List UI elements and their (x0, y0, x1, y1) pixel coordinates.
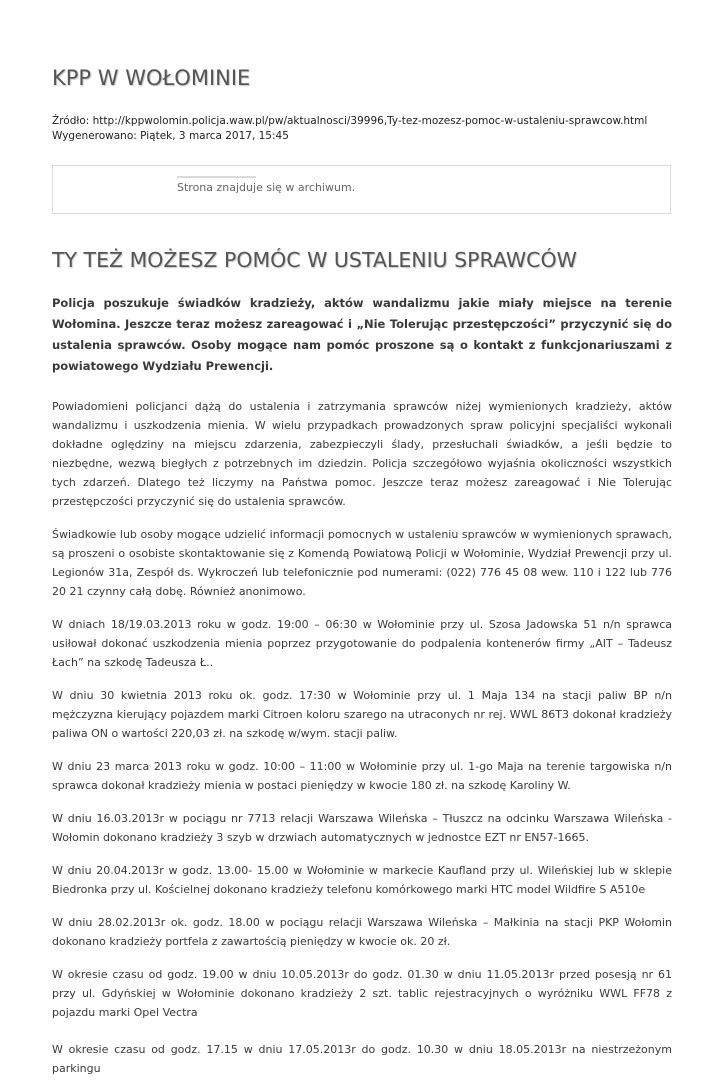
document-meta (52, 114, 692, 144)
paragraph: W okresie czasu od godz. 19.00 w dniu 10.05.2013r do godz. 01.30 w dniu 11.05.2013r przed posesją nr 61 przy ul. Gdyńskiej w Wołominie dokonano kradzieży 2 szt. tablic rejestracyjnych o wyróżniku WWL FF78 z pojazdu marki Opel Vectra (52, 968, 672, 1019)
site-title: KPP W WOŁOMINIE (52, 66, 251, 90)
paragraph: Świadkowie lub osoby mogące udzielić informacji pomocnych w ustaleniu sprawców w wymienionych sprawach, są proszeni o osobiste skontaktowanie się z Komendą Powiatową Policji w Wołominie, Wydział Prewencji przy ul. Legionów 31a, Zespół ds. Wykroczeń lub telefonicznie pod numerami: (022) 776 45 08 wew. 110 i 122 lub 776 20 21 czynny całą dobę. Również anonimowo. (52, 528, 672, 598)
article-body (52, 293, 672, 1092)
archive-message: Strona znajduje się w archiwum. (177, 181, 356, 194)
paragraph: W dniu 20.04.2013r w godz. 13.00- 15.00 w Wołominie w markecie Kaufland przy ul. Wileńskiej lub w sklepie Biedronka przy ul. Kościelnej dokonano kradzieży telefonu komórkowego marki HTC model Wildfire S A510e (52, 864, 672, 896)
paragraph: W dniu 28.02.2013r ok. godz. 18.00 w pociągu relacji Warszawa Wileńska – Małkinia na stacji PKP Wołomin dokonano kradzieży portfela z zawartością pieniędzy w kwocie ok. 20 zł. (52, 916, 672, 948)
paragraph: W okresie czasu od godz. 17.15 w dniu 17.05.2013r do godz. 10.30 w dniu 18.05.2013r na niestrzeżonym parkingu (52, 1043, 672, 1075)
generated-line: Wygenerowano: Piątek, 3 marca 2017, 15:45 (52, 130, 289, 142)
archive-notice (52, 165, 671, 214)
paragraph: W dniu 16.03.2013r w pociągu nr 7713 relacji Warszawa Wileńska – Tłuszcz na odcinku Warszawa Wileńska - Wołomin dokonano kradzieży 3 szyb w drzwiach automatycznych w jednostce EZT nr EN57-1665. (52, 812, 672, 844)
paragraph: W dniach 18/19.03.2013 roku w godz. 19:00 – 06:30 w Wołominie przy ul. Szosa Jadowska 51 n/n sprawca usiłował dokonać uszkodzenia mienia poprzez przygotowanie do podpalenia kontenerów firmy „AIT – Tadeusz Łach” na szkodę Tadeusza Ł.. (52, 618, 672, 669)
paragraph: Powiadomieni policjanci dążą do ustalenia i zatrzymania sprawców niżej wymienionych kradzieży, aktów wandalizmu i uszkodzenia mienia. W wielu przypadkach prowadzonych spraw policyjni specjaliści wykonali dokładne oględziny na miejscu zdarzenia, zabezpieczyli ślady, przesłuchali świadków, a jeśli będzie to niezbędne, wezwą biegłych z potrzebnych im dziedzin. Policja szczegółowo wyjaśnia okoliczności wszystkich tych zdarzeń. Dlatego też liczymy na Państwa pomoc. Jeszcze teraz możesz zareagować i Nie Tolerując przestępczości przyczynić się do ustalenia sprawców. (52, 400, 672, 508)
paragraph: W dniu 23 marca 2013 roku w godz. 10:00 – 11:00 w Wołominie przy ul. 1-go Maja na terenie targowiska n/n sprawca dokonał kradzieży mienia w postaci pieniędzy w kwocie 180 zł. na szkodę Karoliny W. (52, 760, 672, 792)
article-lead: Policja poszukuje świadków kradzieży, aktów wandalizmu jakie miały miejsce na terenie Wołomina. Jeszcze teraz możesz zareagować i „Nie Tolerując przestępczości” przyczynić się do ustalenia sprawców. Osoby mogące nam pomóc proszone są o kontakt z funkcjonariuszami z powiatowego Wydziału Prewencji. (52, 296, 672, 373)
article-title: TY TEŻ MOŻESZ POMÓC W USTALENIU SPRAWCÓW (52, 248, 577, 272)
paragraph: W dniu 30 kwietnia 2013 roku ok. godz. 17:30 w Wołominie przy ul. 1 Maja 134 na stacji paliw BP n/n mężczyzna kierujący pojazdem marki Citroen koloru szarego na utraconych nr rej. WWL 86T3 dokonał kradzieży paliwa ON o wartości 220,03 zł. na szkodę w/wym. stacji paliw. (52, 689, 672, 740)
archive-divider (177, 176, 256, 178)
source-line: Źródło: http://kppwolomin.policja.waw.pl/pw/aktualnosci/39996,Ty-tez-mozesz-pomoc-w-ustaleniu-sprawcow.html (52, 115, 648, 127)
